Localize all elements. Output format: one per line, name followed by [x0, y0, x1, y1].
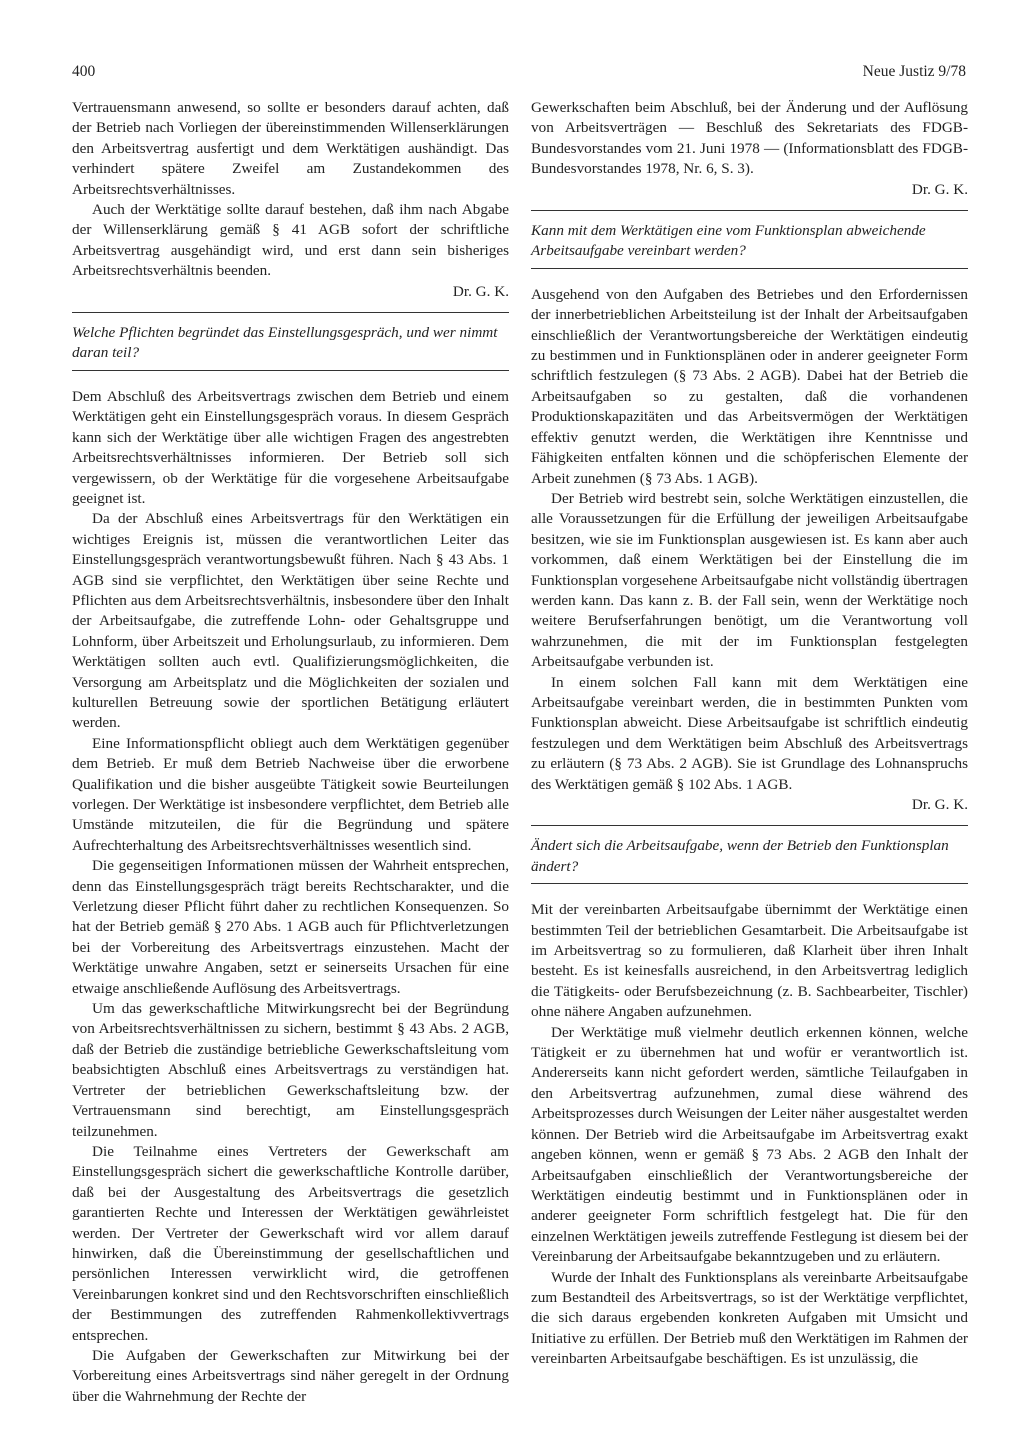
- question-heading-box: [531, 825, 968, 884]
- question-heading-box: [531, 210, 968, 269]
- paragraph: Ausgehend von den Aufgaben des Betriebes und den Erfordernissen der innerbetrieblichen Arbeitsteilung ist der Inhalt der Arbeitsaufgaben einschließlich der Verantwortungsbereiche der Werktätigen eindeutig zu bestimmen und in Funktionsplänen oder in anderer geeigneter Form schriftlich festzulegen (§ 73 Abs. 2 AGB). Dabei hat der Betrieb die Arbeitsaufgaben so zu gestalten, daß die vorhandenen Produktionskapazitäten und das Arbeitsvermögen der Werktätigen effektiv genutzt werden, die Werktätigen ihre Kenntnisse und Fähigkeiten entfalten können und die schöpferischen Elemente der Arbeit zunehmen (§ 73 Abs. 1 AGB).: [531, 285, 968, 487]
- paragraph: Die gegenseitigen Informationen müssen der Wahrheit entsprechen, denn das Einstellungsgespräch trägt bereits Rechtscharakter, und die Verletzung dieser Pflicht führt daher zu rechtlichen Konsequenzen. So hat der Betrieb gemäß § 270 Abs. 1 AGB auch für Pflichtverletzungen bei der Vorbereitung des Arbeitsvertrags einzustehen. Macht der Werktätige unwahre Angaben, setzt er seinerseits Ursachen für eine etwaige anschließende Auflösung des Arbeitsvertrags.: [72, 857, 509, 997]
- paragraph: In einem solchen Fall kann mit dem Werktätigen eine Arbeitsaufgabe vereinbart werden, die in bestimmten Punkten vom Funktionsplan abweicht. Diese Arbeitsaufgabe ist schriftlich eindeutig festzulegen und dem Werktätigen beim Abschluß des Arbeitsvertrags zu erläutern (§ 73 Abs. 2 AGB). Sie ist Grundlage des Lohnanspruchs des Werktätigen gemäß § 102 Abs. 1 AGB.: [531, 673, 968, 793]
- author-signature: Dr. G. K.: [452, 282, 509, 300]
- page-number: 400: [72, 63, 96, 80]
- paragraph: Vertrauensmann anwesend, so sollte er besonders darauf achten, daß der Betrieb nach Vorliegen der übereinstimmenden Willenserklärungen den Arbeitsvertrag ausfertigt und dem Werktätigen aushändigt. Das verhindert spätere Zweifel am Zustandekommen des Arbeitsrechtsverhältnisses.: [72, 99, 509, 198]
- question-heading: Ändert sich die Arbeitsaufgabe, wenn der Betrieb den Funktionsplan ändert?: [531, 837, 949, 875]
- journal-issue: Neue Justiz 9/78: [862, 63, 966, 80]
- paragraph: Wurde der Inhalt des Funktionsplans als vereinbarte Arbeitsaufgabe zum Bestandteil des Arbeitsvertrags, so ist der Werktätige verpflichtet, die sich daraus ergebenden konkreten Aufgaben mit Umsicht und Initiative zu erfüllen. Der Betrieb muß den Werktätigen im Rahmen der vereinbarten Arbeitsaufgabe beschäftigen. Es ist unzulässig, die: [531, 1268, 968, 1368]
- paragraph: Auch der Werktätige sollte darauf bestehen, daß ihm nach Abgabe der Willenserklärung gemäß § 41 AGB sofort der schriftliche Arbeitsvertrag ausgehändigt wird, und erst dann sein bisheriges Arbeitsrechtsverhältnis beenden.: [72, 201, 509, 280]
- paragraph: Eine Informationspflicht obliegt auch dem Werktätigen gegenüber dem Betrieb. Er muß dem Betrieb Nachweise über die erworbene Qualifikation und die bisher ausgeübte Tätigkeit sowie Beurteilungen vorlegen. Der Werktätige ist insbesondere verpflichtet, dem Betrieb alle Umstände mitzuteilen, die für die Begründung und spätere Aufrechterhaltung des Arbeitsrechtsverhältnisses wesentlich sind.: [72, 734, 509, 854]
- question-heading: Welche Pflichten begründet das Einstellungsgespräch, und wer nimmt daran teil?: [72, 324, 498, 362]
- paragraph: Der Werktätige muß vielmehr deutlich erkennen können, welche Tätigkeit er zu übernehmen hat und wofür er verantwortlich ist. Andererseits kann nicht gefordert werden, sämtliche Teilaufgaben in den Arbeitsvertrag aufzunehmen, zumal diese während des Arbeitsprozesses durch Weisungen der Leiter näher ausgestaltet werden können. Der Betrieb wird die Arbeitsaufgabe im Arbeitsvertrag exakt angeben können, wenn er gemäß § 73 Abs. 2 AGB den Inhalt der Arbeitsaufgaben einschließlich der Verantwortungsbereiche der Werktätigen eindeutig bestimmt und in Funktionsplänen oder in anderer geeigneter Form schriftlich festgelegt hat. Die für den einzelnen Werktätigen jeweils zutreffende Festlegung ist diesem bei der Vereinbarung der Arbeitsaufgabe bekanntzugeben und zu erläutern.: [531, 1023, 968, 1266]
- paragraph: Um das gewerkschaftliche Mitwirkungsrecht bei der Begründung von Arbeitsrechtsverhältnissen zu sichern, bestimmt § 43 Abs. 2 AGB, daß der Betrieb die zuständige betriebliche Gewerkschaftsleitung vom beabsichtigten Abschluß eines Arbeitsvertrags zu verständigen hat. Vertreter der betrieblichen Gewerkschaftsleitung bzw. der Vertrauensmann sind berechtigt, am Einstellungsgespräch teilzunehmen.: [72, 1000, 509, 1140]
- author-signature: Dr. G. K.: [911, 180, 968, 198]
- author-signature: Dr. G. K.: [911, 796, 968, 813]
- question-heading: Kann mit dem Werktätigen eine vom Funktionsplan abweichende Arbeitsaufgabe vereinbart werden?: [531, 222, 926, 260]
- paragraph: Mit der vereinbarten Arbeitsaufgabe übernimmt der Werktätige einen bestimmten Teil der betrieblichen Gesamtarbeit. Die Arbeitsaufgabe ist im Arbeitsvertrag so zu formulieren, daß Klarheit über ihren Inhalt besteht. Es ist keinesfalls ausreichend, in den Arbeitsvertrag lediglich die Tätigkeits- oder Berufsbezeichnung (z. B. Sachbearbeiter, Tischler) ohne nähere Angaben aufzunehmen.: [531, 901, 968, 1021]
- paragraph: Die Teilnahme eines Vertreters der Gewerkschaft am Einstellungsgespräch sichert die gewerkschaftliche Kontrolle darüber, daß bei der Ausgestaltung des Arbeitsvertrags die gesetzlich garantierten Rechte und Interessen der Werktätigen gewährleistet werden. Der Vertreter der Gewerkschaft wird vor allem darauf hinwirken, daß die Übereinstimmung der gesellschaftlichen und persönlichen Interessen verwirklicht wird, die getroffenen Vereinbarungen konkret sind und den Rechtsvorschriften einschließlich der Bestimmungen des zutreffenden Rahmenkollektivvertrags entsprechen.: [72, 1142, 509, 1344]
- paragraph: Gewerkschaften beim Abschluß, bei der Änderung und der Auflösung von Arbeitsverträgen — Beschluß des Sekretariats des FDGB-Bundesvorstandes vom 21. Juni 1978 — (Informationsblatt des FDGB-Bundesvorstandes 1978, Nr. 6, S. 3).: [531, 99, 968, 178]
- paragraph: Dem Abschluß des Arbeitsvertrags zwischen dem Betrieb und einem Werktätigen geht ein Einstellungsgespräch voraus. In diesem Gespräch kann sich der Werktätige über alle wichtigen Fragen des angestrebten Arbeitsrechtsverhältnisses informieren. Der Betrieb soll sich vergewissern, ob der Werktätige für die vorgesehene Arbeitsaufgabe geeignet ist.: [72, 387, 509, 507]
- question-heading-box: [72, 312, 509, 371]
- left-column: [72, 98, 509, 1407]
- paragraph: Da der Abschluß eines Arbeitsvertrags für den Werktätigen ein wichtiges Ereignis ist, müssen die verantwortlichen Leiter das Einstellungsgespräch verantwortungsbewußt führen. Nach § 43 Abs. 1 AGB sind sie verpflichtet, den Werktätigen über seine Rechte und Pflichten aus dem Arbeitsrechtsverhältnis, insbesondere über den Inhalt der Arbeitsaufgabe, die zutreffende Lohn- oder Gehaltsgruppe und Lohnform, über Arbeitszeit und Erholungsurlaub, zu informieren. Dem Werktätigen sollten auch evtl. Qualifizierungsmöglichkeiten, die Versorgung am Arbeitsplatz und die Möglichkeiten der sozialen und kulturellen Betreuung sowie der sportlichen Betätigung erläutert werden.: [72, 510, 509, 732]
- right-column: [531, 98, 968, 1370]
- paragraph: Die Aufgaben der Gewerkschaften zur Mitwirkung bei der Vorbereitung eines Arbeitsvertrags sind näher geregelt in der Ordnung über die Wahrnehmung der Rechte der: [72, 1346, 509, 1405]
- paragraph: Der Betrieb wird bestrebt sein, solche Werktätigen einzustellen, die alle Voraussetzungen für die Erfüllung der jeweiligen Arbeitsaufgabe besitzen, wie sie im Funktionsplan ausgewiesen ist. Es kann aber auch vorkommen, daß einem Werktätigen bei der Einstellung die im Funktionsplan vorgesehene Arbeitsaufgabe nicht vollständig übertragen werden kann. Das kann z. B. der Fall sein, wenn der Werktätige noch weitere Berufserfahrungen benötigt, um die Verantwortung voll wahrzunehmen, die mit der im Funktionsplan festgelegten Arbeitsaufgabe verbunden ist.: [531, 489, 968, 671]
